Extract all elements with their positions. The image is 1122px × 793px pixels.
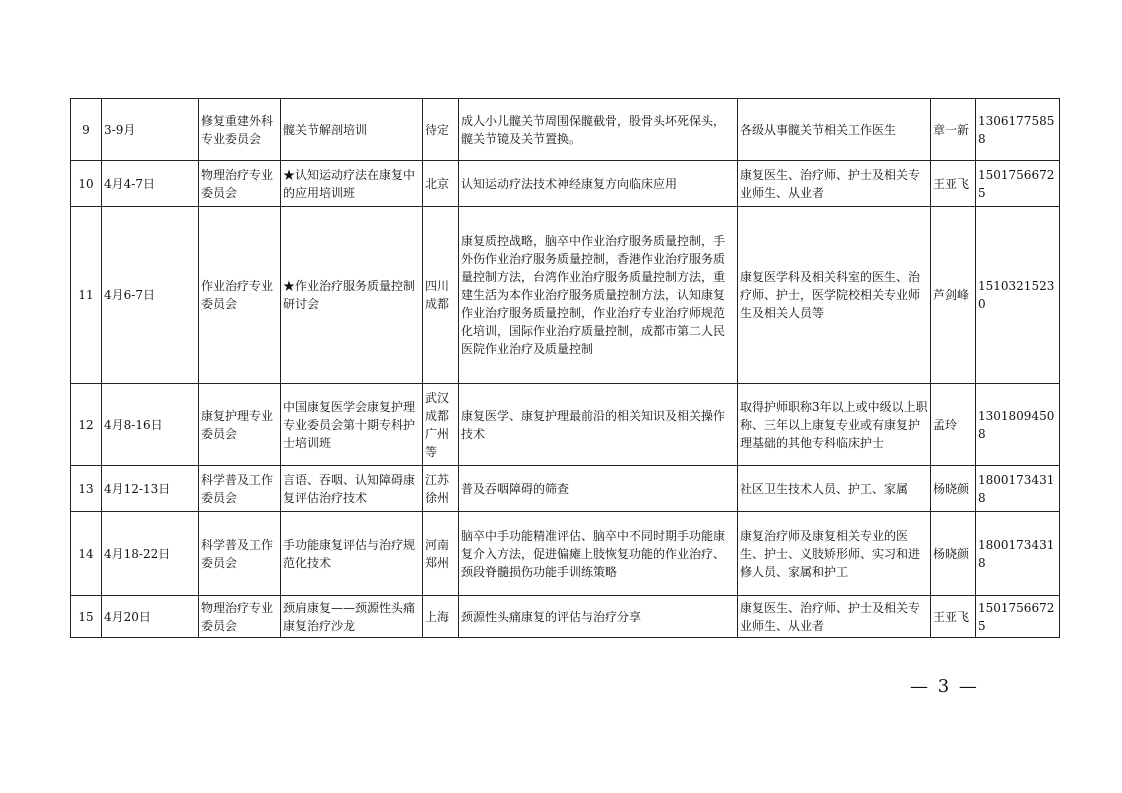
title-cell: ★认知运动疗法在康复中的应用培训班 [281, 161, 423, 207]
contact-cell: 章一新 [931, 99, 976, 161]
row-number: 12 [71, 384, 102, 466]
title-cell: ★作业治疗服务质量控制研讨会 [281, 207, 423, 384]
phone-cell: 18001734318 [976, 512, 1060, 596]
audience-cell: 取得护师职称3年以上或中级以上职称、三年以上康复专业或有康复护理基础的其他专科临床护士 [738, 384, 931, 466]
committee-cell: 物理治疗专业委员会 [199, 596, 281, 638]
table-row [71, 99, 1060, 161]
contact-cell: 孟玲 [931, 384, 976, 466]
content-cell: 颈源性头痛康复的评估与治疗分享 [459, 596, 738, 638]
date-cell: 4月8-16日 [102, 384, 199, 466]
contact-cell: 王亚飞 [931, 596, 976, 638]
content-cell: 成人小儿髋关节周围保髋截骨，股骨头坏死保头，髋关节镜及关节置换。 [459, 99, 738, 161]
content-cell: 普及吞咽障碍的筛查 [459, 466, 738, 512]
place-cell: 上海 [423, 596, 459, 638]
date-cell: 4月6-7日 [102, 207, 199, 384]
content-cell: 脑卒中手功能精准评估、脑卒中不同时期手功能康复介入方法，促进偏瘫上肢恢复功能的作业治疗、颈段脊髓损伤功能手训练策略 [459, 512, 738, 596]
page-number: — 3 — [910, 676, 979, 697]
contact-cell: 王亚飞 [931, 161, 976, 207]
phone-cell: 18001734318 [976, 466, 1060, 512]
title-cell: 髋关节解剖培训 [281, 99, 423, 161]
audience-cell: 康复医学科及相关科室的医生、治疗师、护士，医学院校相关专业师生及相关人员等 [738, 207, 931, 384]
audience-cell: 康复医生、治疗师、护士及相关专业师生、从业者 [738, 161, 931, 207]
committee-cell: 作业治疗专业委员会 [199, 207, 281, 384]
table-row [71, 207, 1060, 384]
date-cell: 4月4-7日 [102, 161, 199, 207]
table-row [71, 384, 1060, 466]
phone-cell: 15017566725 [976, 596, 1060, 638]
place-cell: 武汉成都广州等 [423, 384, 459, 466]
phone-cell: 13018094508 [976, 384, 1060, 466]
table-row [71, 161, 1060, 207]
table-row [71, 596, 1060, 638]
phone-cell: 15017566725 [976, 161, 1060, 207]
row-number: 10 [71, 161, 102, 207]
committee-cell: 科学普及工作委员会 [199, 512, 281, 596]
date-cell: 4月18-22日 [102, 512, 199, 596]
place-cell: 四川成都 [423, 207, 459, 384]
contact-cell: 芦剑峰 [931, 207, 976, 384]
date-cell: 4月20日 [102, 596, 199, 638]
committee-cell: 康复护理专业委员会 [199, 384, 281, 466]
committee-cell: 科学普及工作委员会 [199, 466, 281, 512]
row-number: 13 [71, 466, 102, 512]
title-cell: 手功能康复评估与治疗规范化技术 [281, 512, 423, 596]
committee-cell: 修复重建外科专业委员会 [199, 99, 281, 161]
phone-cell: 13061775858 [976, 99, 1060, 161]
phone-cell: 15103215230 [976, 207, 1060, 384]
audience-cell: 社区卫生技术人员、护工、家属 [738, 466, 931, 512]
contact-cell: 杨晓颜 [931, 466, 976, 512]
row-number: 11 [71, 207, 102, 384]
audience-cell: 各级从事髋关节相关工作医生 [738, 99, 931, 161]
date-cell: 4月12-13日 [102, 466, 199, 512]
title-cell: 言语、吞咽、认知障碍康复评估治疗技术 [281, 466, 423, 512]
date-cell: 3-9月 [102, 99, 199, 161]
place-cell: 待定 [423, 99, 459, 161]
table-row [71, 466, 1060, 512]
table-body [71, 99, 1060, 638]
place-cell: 江苏徐州 [423, 466, 459, 512]
row-number: 9 [71, 99, 102, 161]
contact-cell: 杨晓颜 [931, 512, 976, 596]
place-cell: 北京 [423, 161, 459, 207]
training-schedule-table [70, 98, 1060, 638]
title-cell: 颈肩康复——颈源性头痛康复治疗沙龙 [281, 596, 423, 638]
row-number: 15 [71, 596, 102, 638]
content-cell: 认知运动疗法技术神经康复方向临床应用 [459, 161, 738, 207]
row-number: 14 [71, 512, 102, 596]
committee-cell: 物理治疗专业委员会 [199, 161, 281, 207]
audience-cell: 康复治疗师及康复相关专业的医生、护士、义肢矫形师、实习和进修人员、家属和护工 [738, 512, 931, 596]
title-cell: 中国康复医学会康复护理专业委员会第十期专科护士培训班 [281, 384, 423, 466]
content-cell: 康复医学、康复护理最前沿的相关知识及相关操作技术 [459, 384, 738, 466]
place-cell: 河南郑州 [423, 512, 459, 596]
table-row [71, 512, 1060, 596]
content-cell: 康复质控战略，脑卒中作业治疗服务质量控制，手外伤作业治疗服务质量控制，香港作业治疗服务质量控制方法，台湾作业治疗服务质量控制方法，重建生活为本作业治疗服务质量控制方法，认知康复作业治疗服务质量控制，作业治疗专业治疗师规范化培训，国际作业治疗质量控制，成都市第二人民医院作业治疗及质量控制 [459, 207, 738, 384]
audience-cell: 康复医生、治疗师、护士及相关专业师生、从业者 [738, 596, 931, 638]
